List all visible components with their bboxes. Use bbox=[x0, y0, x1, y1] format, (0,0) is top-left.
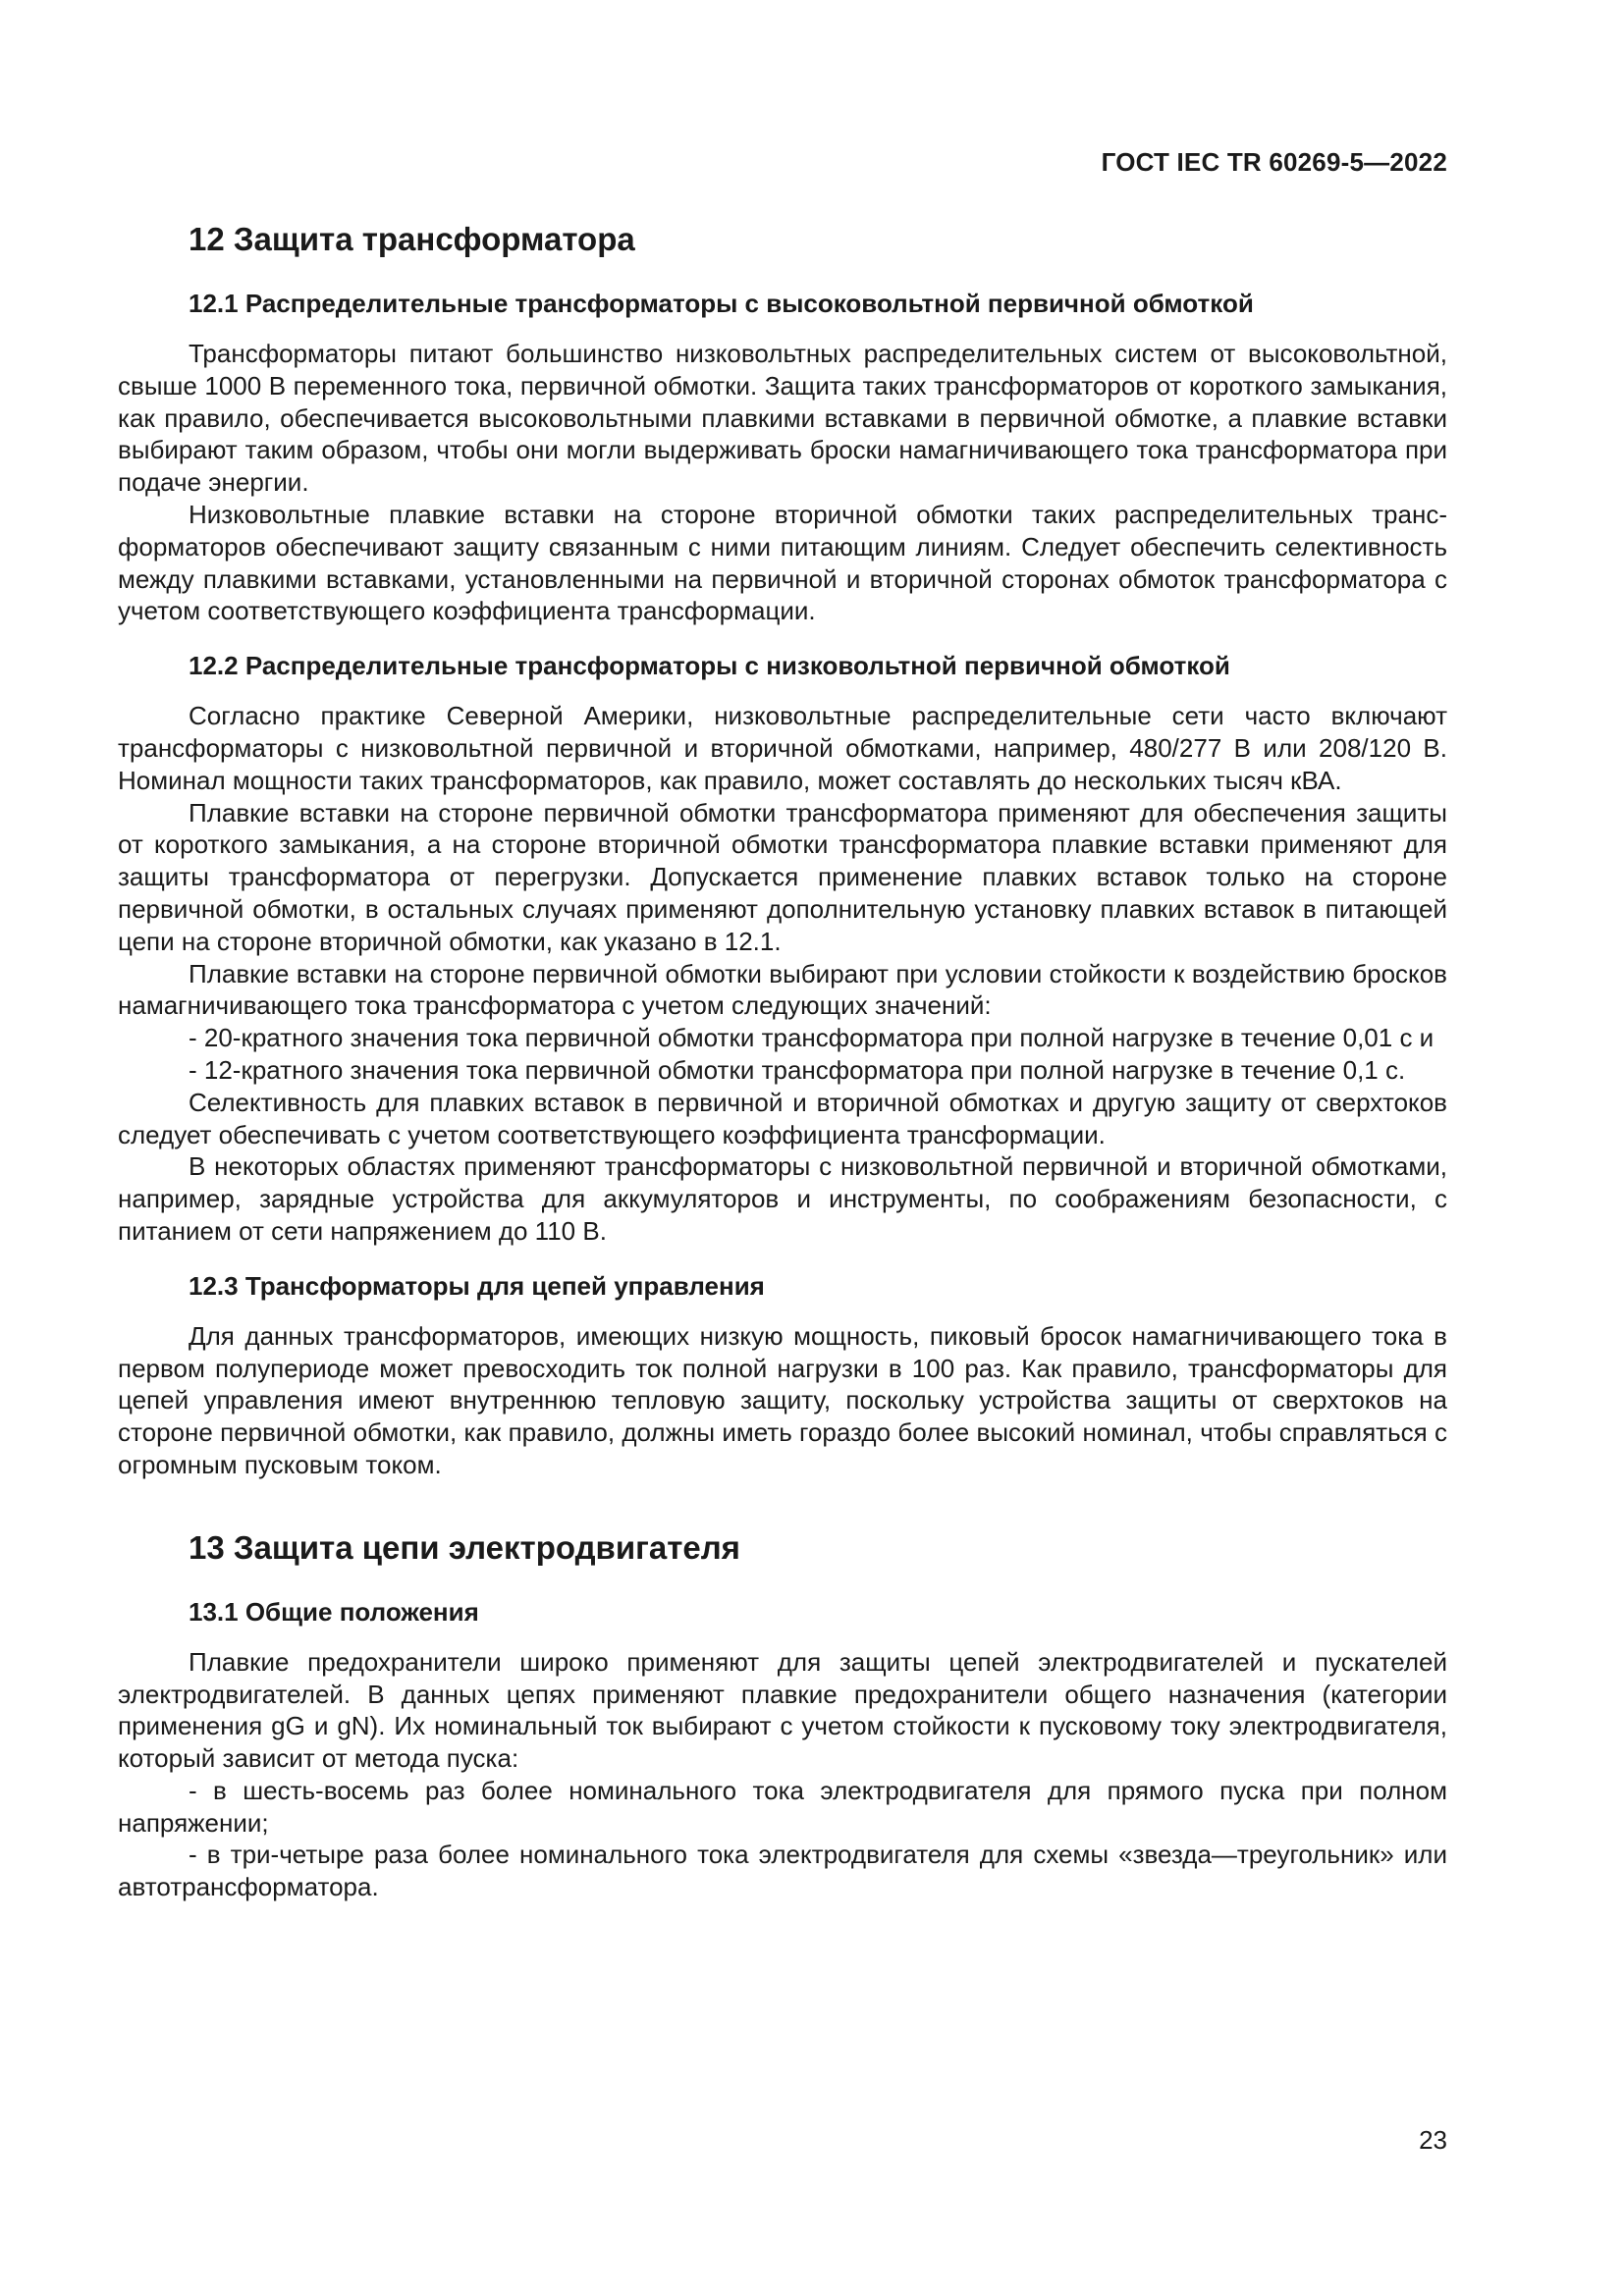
page-content bbox=[118, 218, 1447, 1903]
paragraph: Трансформаторы питают большинство низковольтных распределительных систем от высоковольтной, свыше 1000 В переменного тока, первичной обмотки. Защита таких трансформаторов от короткого замыкания, как правило, обеспечивается высоковольтными плавкими вставками в первичной обмотке, а плавкие вставки выбирают таким образом, чтобы они могли выдерживать броски намагничивающего тока трансформатора при подаче энергии. bbox=[118, 339, 1447, 498]
subsection-12-2-title: 12.2 Распределительные трансформаторы с низковольтной первичной обмоткой bbox=[189, 651, 1230, 681]
subsection-13-1-title: 13.1 Общие положения bbox=[189, 1596, 479, 1627]
page-number: 23 bbox=[1419, 2125, 1447, 2155]
paragraph: Плавкие предохранители широко применяют для защиты цепей электродвигателей и пускателей электродвигателей. В данных цепях применяют плавкие предохранители общего назначения (категории применения gG и gN). Их номинальный ток выбирают с учетом стойкости к пусковому току электродвигателя, который зависит от метода пуска: bbox=[118, 1646, 1447, 1774]
paragraph: Согласно практике Северной Америки, низковольтные распределительные сети часто включают трансформаторы с низковольтной первичной и вторичной обмотками, например, 480/277 В или 208/120 В. Номинал мощности таких трансформаторов, как правило, может составлять до нескольких тысяч кВА. bbox=[118, 701, 1447, 795]
list-item: - в три-четыре раза более номинального тока электродвигателя для схемы «звезда—треугольник» или автотрансформатора. bbox=[118, 1840, 1447, 1902]
list-item: - в шесть-восемь раз более номинального тока электродвигателя для прямого пуска при полном напряжении; bbox=[118, 1775, 1447, 1838]
list-item: - 20-кратного значения тока первичной обмотки трансформатора при полной нагрузке в течение 0,01 с и bbox=[189, 1023, 1435, 1053]
subsection-12-1-title: 12.1 Распределительные трансформаторы с высоковольтной первичной обмоткой bbox=[189, 289, 1254, 318]
paragraph: Плавкие вставки на стороне первичной обмотки трансформатора применяют для обеспечения защиты от короткого замыкания, а на стороне вторичной обмотки трансформатора плавкие вставки применяют для защиты трансформатора от перегрузки. Допускается применение плавких вставок только на стороне первичной обмотки, в остальных случаях применяют дополнительную установку плавких вставок в питающей цепи на стороне вторичной обмотки, как указано в 12.1. bbox=[118, 797, 1447, 956]
paragraph: Плавкие вставки на стороне первичной обмотки выбирают при условии стойкости к воздействию бросков намагничивающего тока трансформатора с учетом следующих значений: bbox=[118, 958, 1447, 1021]
paragraph: В некоторых областях применяют трансформаторы с низковольтной первичной и вторичной обмотками, например, зарядные устройства для аккумуляторов и инструменты, по соображениям безопасности, с питанием от сети напряжением до 110 В. bbox=[118, 1151, 1447, 1246]
section-12-title: 12 Защита трансформатора bbox=[189, 221, 635, 257]
subsection-12-3-title: 12.3 Трансформаторы для цепей управления bbox=[189, 1270, 765, 1301]
section-13-title: 13 Защита цепи электродвигателя bbox=[189, 1528, 740, 1566]
paragraph: Для данных трансформаторов, имеющих низкую мощность, пиковый бросок намагничивающего тока в первом полупериоде может превосходить ток полной нагрузки в 100 раз. Как правило, трансформаторы для цепей управления имеют внутреннюю тепловую защиту, поскольку устройства защиты от сверхтоков на стороне первичной обмотки, как правило, должны иметь гораздо более высокий номинал, чтобы справляться с огромным пусковым током. bbox=[118, 1320, 1447, 1479]
list-item: - 12-кратного значения тока первичной обмотки трансформатора при полной нагрузке в течение 0,1 с. bbox=[189, 1054, 1406, 1085]
standard-designation: ГОСТ IEC TR 60269-5—2022 bbox=[1101, 147, 1447, 177]
paragraph: Селективность для плавких вставок в первичной и вторичной обмотках и другую защиту от сверхтоков следует обеспечивать с учетом соответствующего коэффициента трансформации. bbox=[118, 1087, 1447, 1149]
paragraph: Низковольтные плавкие вставки на стороне вторичной обмотки таких распределительных трансформаторов обеспечивают защиту связанным с ними питающим линиям. Следует обеспечить селективность между плавкими вставками, установленными на первичной и вторичной сторонах обмоток трансформатора с учетом соответствующего коэффициента трансформации. bbox=[118, 499, 1447, 626]
